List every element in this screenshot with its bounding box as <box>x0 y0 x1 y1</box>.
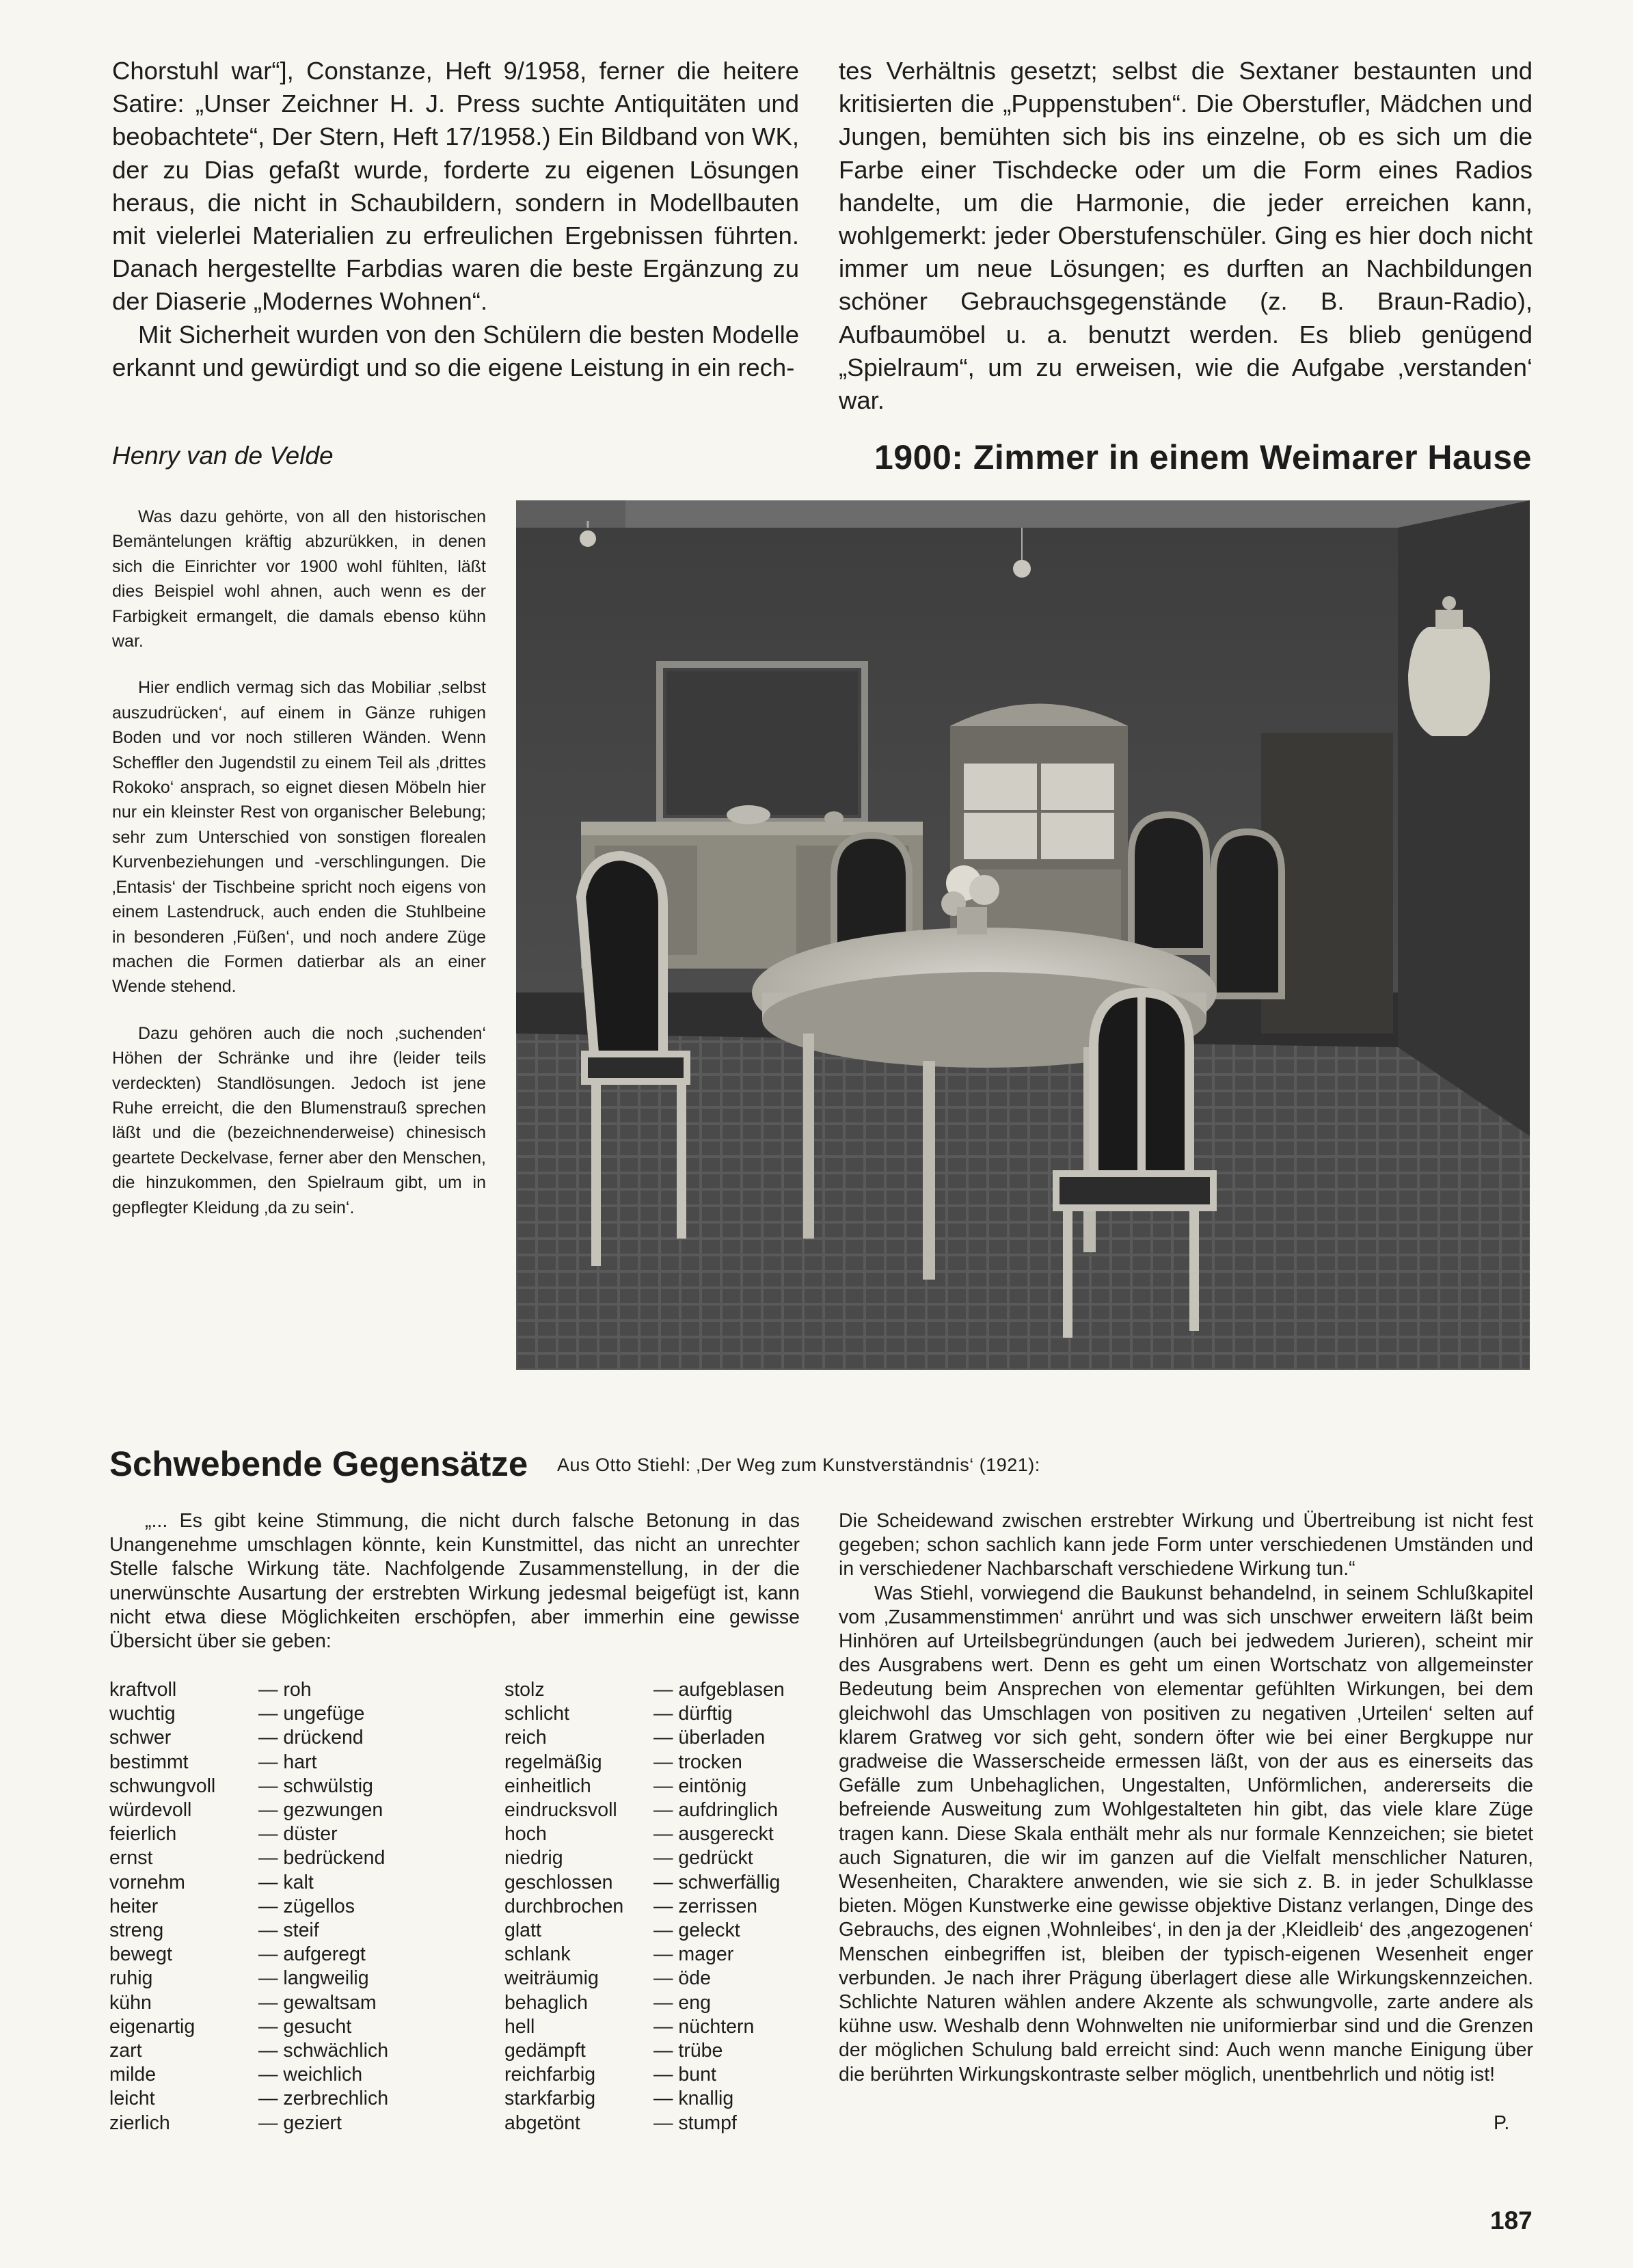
contrast-row <box>109 1726 388 1750</box>
contrast-row <box>504 1751 785 1774</box>
paragraph: „... Es gibt keine Stimmung, die nicht durch falsche Betonung in das Unangenehme umschlagen könnte, kein Kunstmittel, das nicht an unrechter Stelle falsche Wirkung täte. Nachfolgende Zusammenstellung, in der die unerwünschte Ausartung der erstrebten Wirkung jedesmal beigefügt ist, kann nicht etwa diese Möglichkeiten erschöpfen, aber immerhin eine gewisse Übersicht über sie geben: <box>109 1510 800 1653</box>
positive-term: kraftvoll <box>109 1679 177 1701</box>
contrast-row <box>109 1774 388 1798</box>
negative-term: — langweilig <box>258 1967 369 1990</box>
contrast-row <box>504 1798 785 1822</box>
contrast-row <box>504 1726 785 1750</box>
signature: P. <box>1494 2112 1510 2134</box>
negative-term: — ungefüge <box>258 1703 365 1725</box>
positive-term: schlank <box>504 1943 571 1966</box>
contrast-row <box>504 2087 785 2111</box>
positive-term: ernst <box>109 1847 153 1869</box>
sidebar-paragraph: Hier endlich vermag sich das Mobiliar ‚selbst auszudrücken‘, auf einem in Gänze ruhigen Boden und vor noch stilleren Wänden. Wenn Scheffler den Jugendstil zu einem Teil als ‚drittes Rokoko‘ ansprach, so eignet diesen Möbeln hier nur ein kleinster Rest von organischer Belebung; sehr zum Unterschied von sonstigen florealen Kurvenbeziehungen und -verschlingungen. Die ‚Entasis‘ der Tischbeine spricht noch eigens von einem Lastendruck, auch enden die Stuhlbeine in besonderen ‚Füßen‘, und noch andere Züge machen die Formen datierbar als an einer Wende stehend. <box>112 678 486 997</box>
contrast-row <box>109 1846 388 1870</box>
negative-term: — weichlich <box>258 2064 363 2086</box>
negative-term: — öde <box>653 1967 711 1990</box>
contrast-list-right <box>504 1678 785 2135</box>
contrast-row <box>109 1967 388 1990</box>
page-number: 187 <box>1490 2206 1533 2235</box>
negative-term: — eng <box>653 1991 711 2014</box>
positive-term: ruhig <box>109 1967 153 1990</box>
top-right-column <box>839 55 1533 417</box>
negative-term: — zerbrechlich <box>258 2088 389 2110</box>
negative-term: — trocken <box>653 1751 742 1773</box>
contrast-row <box>504 1846 785 1870</box>
contrast-row <box>504 2039 785 2063</box>
positive-term: zierlich <box>109 2111 170 2134</box>
positive-term: gedämpft <box>504 2040 586 2062</box>
contrast-row <box>504 2111 785 2135</box>
contrast-row <box>504 1678 785 1702</box>
contrast-row <box>504 1822 785 1846</box>
positive-term: glatt <box>504 1919 541 1942</box>
negative-term: — kalt <box>258 1871 314 1893</box>
contrast-row <box>504 1991 785 2015</box>
positive-term: einheitlich <box>504 1774 591 1797</box>
contrast-row <box>109 2015 388 2039</box>
positive-term: kühn <box>109 1991 152 2014</box>
contrast-row <box>504 2015 785 2039</box>
contrast-row <box>109 2063 388 2087</box>
positive-term: eindrucksvoll <box>504 1799 617 1822</box>
contrast-row <box>504 1919 785 1943</box>
negative-term: — ausgereckt <box>653 1823 774 1846</box>
positive-term: regelmäßig <box>504 1751 602 1773</box>
negative-term: — gewaltsam <box>258 1991 377 2014</box>
paragraph: Was Stiehl, vorwiegend die Baukunst behandelnd, in seinem Schlußkapitel vom ‚Zusammenstimmen‘ anrührt und was sich unschwer erweitern läßt beim Hinhören auf Urteilsbegründungen (auch bei jedwedem Jurieren), scheint mir des Ausgrabens wert. Denn es geht um einen Wortschatz von allgemeinster Bedeutung beim Ansprechen von elementar gefühlten Wirkungen, bei dem gleichwohl das Umschlagen von positiven zu negativen ‚Urteilen‘ selten auf klarem Gratweg vor sich geht, sondern öfter wie bei einer Bergkuppe nur gradweise die Wasserscheide ermessen läßt, von der aus es einerseits das Gefälle zum Unbehaglichen, Ungestalten, Unförmlichen, andererseits die befreiende Ausweitung zum Wohlgestalteten hin gibt, das viele klare Züge tragen kann. Diese Skala enthält mehr als nur formale Kennzeichen; sie bietet auch Signaturen, die wir im ganzen auf die Vielfalt menschlicher Naturen, Wesenheiten, Charaktere anwenden, wie sie sich z. B. in jeder Schulklasse bieten. Mögen Kunstwerke eine gewisse objektive Distanz verlangen, Dinge des Gebrauchs, des eignen ‚Wohnleibes‘, in den ja der ‚Kleidleib‘ des ‚angezogenen‘ Menschen einbegriffen ist, bleiben der typisch-eigenen Wesenheit enger verbunden. Je nach ihrer Prägung überlagert diese alle Wirkungskennzeichen. Schlichte Naturen wählen andere Akzente als schwungvolle, zarte andere als kühne usw. Weshalb denn Wohnwelten nie uniformierbar sind und die Grenzen der möglichen Schulung bald erreicht sind: Auch wenn manche Einigung über die berührten Wirkungskontraste selber möglich, unentbehrlich und nötig ist! <box>839 1582 1533 2085</box>
negative-term: — gezwungen <box>258 1799 383 1822</box>
negative-term: — stumpf <box>653 2111 737 2134</box>
positive-term: starkfarbig <box>504 2088 596 2110</box>
positive-term: stolz <box>504 1679 545 1701</box>
contrast-row <box>109 1678 388 1702</box>
positive-term: bestimmt <box>109 1751 189 1773</box>
positive-term: weiträumig <box>504 1967 599 1990</box>
negative-term: — schwerfällig <box>653 1871 781 1893</box>
positive-term: bewegt <box>109 1943 172 1966</box>
photo-sidebar <box>112 504 486 1242</box>
positive-term: wuchtig <box>109 1703 176 1725</box>
negative-term: — schwächlich <box>258 2040 389 2062</box>
negative-term: — steif <box>258 1919 319 1942</box>
positive-term: schlicht <box>504 1703 570 1725</box>
positive-term: reichfarbig <box>504 2064 596 2086</box>
positive-term: feierlich <box>109 1823 177 1846</box>
positive-term: heiter <box>109 1895 159 1917</box>
contrast-row <box>504 2063 785 2087</box>
paragraph: Chorstuhl war“], Constanze, Heft 9/1958, ferner die heitere Satire: „Unser Zeichner H. J. Press suchte Antiquitäten und beobachtete“, Der Stern, Heft 17/1958.) Ein Bildband von WK, der zu Dias gefaßt wurde, forderte zu eigenen Lösungen heraus, die nicht in Schaubildern, sondern in Modellbauten mit vielerlei Materialien zu erfreulichen Ergebnissen führten. Danach hergestellte Farbdias waren die beste Ergänzung zu der Diaserie „Modernes Wohnen“. <box>112 57 799 316</box>
negative-term: — aufgeregt <box>258 1943 366 1966</box>
contrast-row <box>109 2087 388 2111</box>
interior-photo <box>516 500 1530 1370</box>
negative-term: — geleckt <box>653 1919 740 1942</box>
positive-term: schwungvoll <box>109 1774 216 1797</box>
contrast-row <box>109 1919 388 1943</box>
sidebar-paragraph: Dazu gehören auch die noch ‚suchenden‘ Höhen der Schränke und ihre (leider teils verdeckten) Standlösungen. Jedoch ist jene Ruhe erreicht, die den Blumenstrauß sprechen läßt und die (bezeichnenderweise) chinesisch geartete Deckelvase, ferner aber den Menschen, die hinzukommen, den Spielraum gibt, um in gepflegter Kleidung ‚da zu sein‘. <box>112 1023 486 1217</box>
essay-right-column <box>839 1509 1533 2087</box>
positive-term: hell <box>504 2015 535 2038</box>
positive-term: durchbrochen <box>504 1895 624 1917</box>
negative-term: — dürftig <box>653 1703 733 1725</box>
negative-term: — düster <box>258 1823 338 1846</box>
contrast-row <box>109 1991 388 2015</box>
positive-term: niedrig <box>504 1847 563 1869</box>
positive-term: milde <box>109 2064 157 2086</box>
contrast-row <box>504 1895 785 1919</box>
negative-term: — trübe <box>653 2040 723 2062</box>
contrast-row <box>109 1943 388 1967</box>
contrast-row <box>109 1895 388 1919</box>
positive-term: eigenartig <box>109 2015 195 2038</box>
contrast-list-left <box>109 1678 388 2135</box>
contrast-row <box>109 2039 388 2063</box>
contrast-row <box>109 1871 388 1895</box>
positive-term: hoch <box>504 1823 547 1846</box>
negative-term: — roh <box>258 1679 312 1701</box>
section-title: Schwebende Gegensätze <box>109 1444 528 1483</box>
negative-term: — gedrückt <box>653 1847 753 1869</box>
sidebar-paragraph: Was dazu gehörte, von all den historischen Bemäntelungen kräftig abzurükken, in denen sich die Einrichter vor 1900 wohl fühlten, läßt dies Beispiel wohl ahnen, auch wenn es der Farbigkeit ermangelt, die damals ebenso kühn war. <box>112 507 486 651</box>
positive-term: streng <box>109 1919 164 1942</box>
paragraph: Mit Sicherheit wurden von den Schülern die besten Modelle erkannt und gewürdigt und so die eigene Leistung in ein rech- <box>112 320 799 381</box>
contrast-row <box>504 1871 785 1895</box>
contrast-row <box>109 1702 388 1726</box>
positive-term: würdevoll <box>109 1799 192 1822</box>
positive-term: vornehm <box>109 1871 185 1893</box>
quote-intro <box>109 1509 800 1653</box>
contrast-row <box>504 1967 785 1990</box>
negative-term: — hart <box>258 1751 317 1773</box>
negative-term: — eintönig <box>653 1774 747 1797</box>
negative-term: — überladen <box>653 1727 766 1749</box>
negative-term: — bedrückend <box>258 1847 386 1869</box>
negative-term: — nüchtern <box>653 2015 755 2038</box>
negative-term: — geziert <box>258 2111 342 2134</box>
negative-term: — schwülstig <box>258 1774 373 1797</box>
positive-term: schwer <box>109 1727 172 1749</box>
paragraph: tes Verhältnis gesetzt; selbst die Sextaner bestaunten und kritisierten die „Puppenstuben“. Die Oberstufler, Mädchen und Jungen, bemühten sich bis ins einzelne, ob es sich um die Farbe einer Tischdecke oder um die Form eines Radios handelte, um die Harmonie, die jeder erreichen kann, wohlgemerkt: jeder Oberstufenschüler. Ging es hier doch nicht immer um neue Lösungen; es durften an Nachbildungen schöner Gebrauchsgegenstände (z. B. Braun-Radio), Aufbaumöbel u. a. benutzt werden. Es blieb genügend „Spielraum“, um zu erweisen, wie die Aufgabe ‚verstanden‘ war. <box>839 57 1533 415</box>
top-left-column <box>112 55 799 384</box>
negative-term: — gesucht <box>258 2015 352 2038</box>
negative-term: — mager <box>653 1943 734 1966</box>
negative-term: — knallig <box>653 2088 734 2110</box>
positive-term: geschlossen <box>504 1871 613 1893</box>
source-line: Aus Otto Stiehl: ‚Der Weg zum Kunstverständnis‘ (1921): <box>557 1455 1040 1475</box>
positive-term: reich <box>504 1727 547 1749</box>
negative-term: — drückend <box>258 1727 364 1749</box>
contrast-row <box>109 1822 388 1846</box>
contrast-row <box>109 2111 388 2135</box>
contrast-row <box>109 1798 388 1822</box>
photo-credit: Henry van de Velde <box>112 442 334 470</box>
positive-term: zart <box>109 2040 142 2062</box>
contrast-row <box>504 1943 785 1967</box>
paragraph: Die Scheidewand zwischen erstrebter Wirkung und Übertreibung ist nicht fest gegeben; schon sachlich kann jede Form unter verschiedenen Umständen und in verschiedener Nachbarschaft verschiedene Wirkung tun.“ <box>839 1510 1533 1580</box>
contrast-row <box>504 1774 785 1798</box>
negative-term: — aufgeblasen <box>653 1679 785 1701</box>
negative-term: — bunt <box>653 2064 716 2086</box>
negative-term: — zügellos <box>258 1895 355 1917</box>
positive-term: leicht <box>109 2088 155 2110</box>
positive-term: abgetönt <box>504 2111 580 2134</box>
photo-title: 1900: Zimmer in einem Weimarer Hause <box>874 438 1532 476</box>
negative-term: — aufdringlich <box>653 1799 779 1822</box>
positive-term: behaglich <box>504 1991 589 2014</box>
negative-term: — zerrissen <box>653 1895 758 1917</box>
contrast-row <box>109 1751 388 1774</box>
contrast-row <box>504 1702 785 1726</box>
